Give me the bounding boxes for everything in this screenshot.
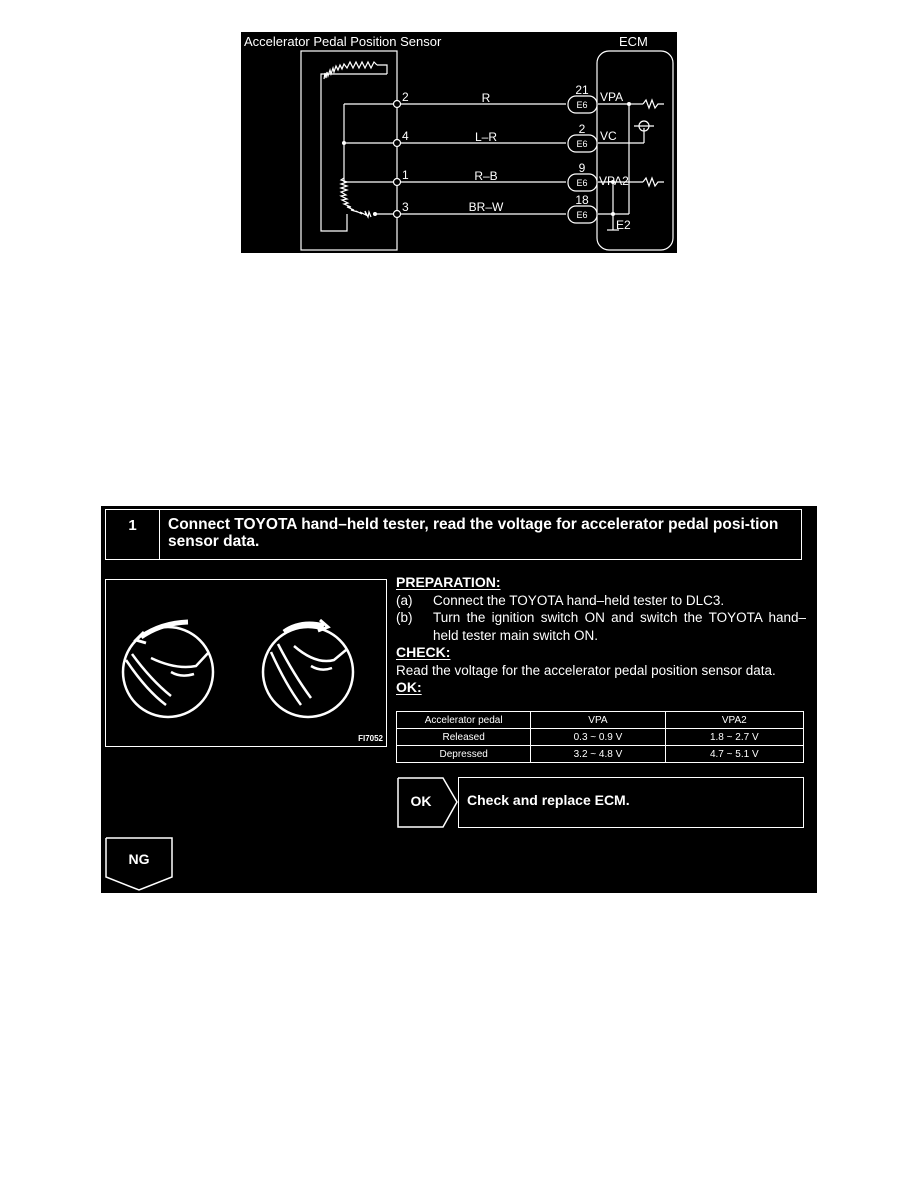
table-cell: Depressed <box>397 746 531 763</box>
item-label: (a) <box>396 592 413 608</box>
sensor-pin-3: 3 <box>402 200 409 214</box>
item-text: Connect the TOYOTA hand–held tester to DLC3. <box>433 592 725 608</box>
table-row <box>397 746 804 763</box>
preparation-heading: PREPARATION: <box>396 574 501 590</box>
pedal-released-depressed-icon <box>106 580 388 748</box>
voltage-spec-table <box>396 711 804 763</box>
table-header-row <box>397 712 804 729</box>
connector-e6: E6 <box>576 100 588 110</box>
ecm-pin-18: 18 <box>575 193 589 207</box>
ok-action: Check and replace ECM. <box>458 777 804 828</box>
connector-e6: E6 <box>576 210 588 220</box>
sensor-title: Accelerator Pedal Position Sensor <box>244 34 442 49</box>
table-cell: 4.7 ~ 5.1 V <box>665 746 803 763</box>
item-label: (b) <box>396 610 413 625</box>
wiring-diagram <box>241 32 677 253</box>
signal-e2: E2 <box>616 218 631 232</box>
table-row <box>397 729 804 746</box>
check-heading: CHECK: <box>396 644 451 660</box>
ng-label: NG <box>128 851 150 867</box>
signal-vpa: VPA <box>600 90 624 104</box>
pedal-illustration <box>105 579 387 747</box>
preparation-item <box>396 592 806 610</box>
wire-color-2: L–R <box>474 130 498 144</box>
item-text: Turn the ignition switch ON and switch the TOYOTA hand–held tester main switch ON. <box>433 610 806 643</box>
step-number: 1 <box>106 510 160 559</box>
ok-result-tag <box>397 777 459 828</box>
diagnostic-step-panel <box>101 506 817 893</box>
connector-e6: E6 <box>576 139 588 149</box>
ok-label: OK <box>410 793 432 809</box>
ecm-pin-2: 2 <box>578 122 586 136</box>
step-header <box>105 509 802 560</box>
sensor-pin-4: 4 <box>402 129 409 143</box>
step-title: Connect TOYOTA hand–held tester, read the voltage for accelerator pedal posi-tion sensor data. <box>168 516 779 550</box>
circuit-schematic <box>241 32 677 253</box>
signal-vpa2: VPA2 <box>599 174 629 188</box>
ecm-pin-21: 21 <box>575 83 589 97</box>
preparation-item <box>396 609 806 644</box>
table-cell: 0.3 ~ 0.9 V <box>531 729 665 746</box>
wire-color-3: R–B <box>474 169 498 183</box>
column-header: Accelerator pedal <box>397 712 531 729</box>
table-cell: 1.8 ~ 2.7 V <box>665 729 803 746</box>
column-header: VPA <box>531 712 665 729</box>
column-header: VPA2 <box>665 712 803 729</box>
wire-color-4: BR–W <box>468 200 504 214</box>
signal-vc: VC <box>600 129 617 143</box>
table-cell: 3.2 ~ 4.8 V <box>531 746 665 763</box>
connector-e6: E6 <box>576 178 588 188</box>
wire-color-1: R <box>481 91 491 105</box>
table-cell: Released <box>397 729 531 746</box>
sensor-pin-2: 2 <box>402 90 409 104</box>
ok-heading: OK: <box>396 679 422 695</box>
figure-id: FI7052 <box>358 734 383 743</box>
check-text: Read the voltage for the accelerator pedal position sensor data. <box>396 662 776 678</box>
ng-result-tag <box>105 837 173 891</box>
sensor-pin-1: 1 <box>402 168 409 182</box>
instructions <box>396 574 806 697</box>
ecm-pin-9: 9 <box>578 161 586 175</box>
ecm-title: ECM <box>619 34 648 49</box>
